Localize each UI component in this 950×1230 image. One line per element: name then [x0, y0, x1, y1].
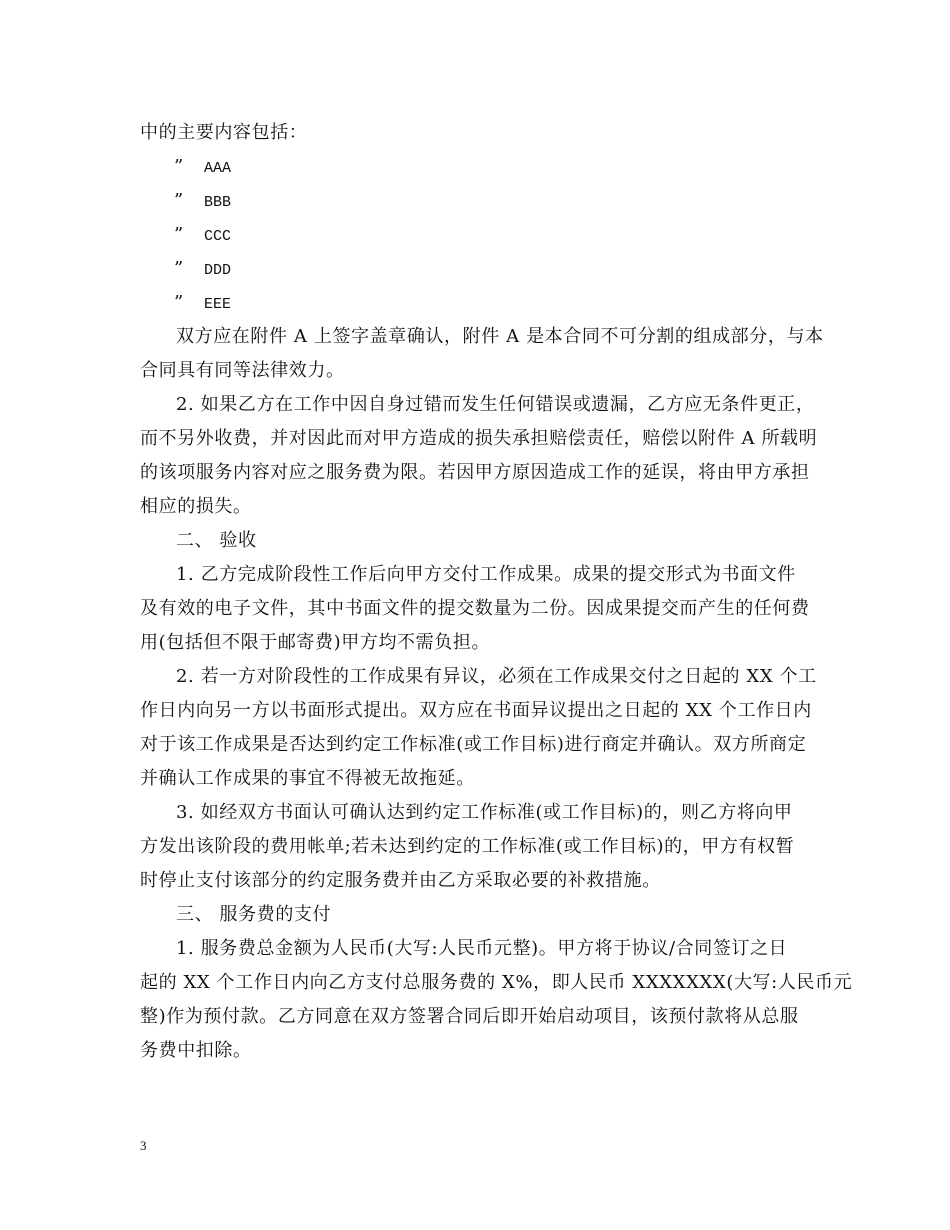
paragraph-line: 务费中扣除。: [140, 1040, 252, 1061]
list-bullet: ”: [174, 258, 184, 279]
list-item: [140, 286, 810, 320]
paragraph-line: 作日内向另一方以书面形式提出。双方应在书面异议提出之日起的 XX 个工作日内: [140, 700, 812, 721]
paragraph-line: 整)作为预付款。乙方同意在双方签署合同后即开始启动项目，该预付款将从总服: [140, 1006, 799, 1027]
paragraph-line: 时停止支付该部分的约定服务费并由乙方采取必要的补救措施。: [140, 870, 661, 891]
paragraph-line: 2. 如果乙方在工作中因自身过错而发生任何错误或遗漏，乙方应无条件更正，: [176, 394, 815, 415]
list-item: [140, 252, 810, 286]
paragraph-line: 3. 如经双方书面认可确认达到约定工作标准(或工作目标)的，则乙方将向甲: [176, 802, 793, 823]
section-heading: 二、 验收: [176, 530, 257, 551]
section-heading: 三、 服务费的支付: [176, 904, 332, 925]
list-item-text: AAA: [204, 160, 232, 177]
paragraph-line: 而不另外收费，并对因此而对甲方造成的损失承担赔偿责任，赔偿以附件 A 所载明: [140, 428, 818, 449]
list-bullet: ”: [174, 292, 184, 313]
paragraph-line: 的该项服务内容对应之服务费为限。若因甲方原因造成工作的延误，将由甲方承担: [140, 462, 810, 483]
document-body: [140, 116, 853, 1068]
list-bullet: ”: [174, 190, 184, 211]
paragraph-line: 并确认工作成果的事宜不得被无故拖延。: [140, 768, 475, 789]
paragraph-line: 及有效的电子文件，其中书面文件的提交数量为二份。因成果提交而产生的任何费: [140, 598, 810, 619]
paragraph-line: 相应的损失。: [140, 496, 252, 517]
list-item-text: EEE: [204, 296, 232, 313]
paragraph-line: 用(包括但不限于邮寄费)甲方均不需负担。: [140, 632, 491, 653]
intro-line: 中的主要内容包括：: [140, 122, 308, 143]
paragraph-line: 1. 乙方完成阶段性工作后向甲方交付工作成果。成果的提交形式为书面文件: [176, 564, 796, 585]
list-item-text: CCC: [204, 228, 232, 245]
paragraph-line: 对于该工作成果是否达到约定工作标准(或工作目标)进行商定并确认。双方所商定: [140, 734, 807, 755]
paragraph-line: 合同具有同等法律效力。: [140, 360, 345, 381]
list-bullet: ”: [174, 156, 184, 177]
page-number: 3: [140, 1138, 147, 1153]
paragraph-line: 2. 若一方对阶段性的工作成果有异议，必须在工作成果交付之日起的 XX 个工: [176, 666, 817, 687]
list-bullet: ”: [174, 224, 184, 245]
paragraph-line: 方发出该阶段的费用帐单;若未达到约定的工作标准(或工作目标)的，甲方有权暂: [140, 836, 795, 857]
paragraph-line: 1. 服务费总金额为人民币(大写:人民币元整)。甲方将于协议/合同签订之日: [176, 938, 788, 959]
list-item: [140, 150, 810, 184]
list-item-text: DDD: [204, 262, 232, 279]
list-item-text: BBB: [204, 194, 232, 211]
list-item: [140, 218, 810, 252]
list-item: [140, 184, 810, 218]
paragraph-line: 双方应在附件 A 上签字盖章确认，附件 A 是本合同不可分割的组成部分，与本: [176, 326, 824, 347]
paragraph-line: 起的 XX 个工作日内向乙方支付总服务费的 X%，即人民币 XXXXXXX(大写:人民币元: [140, 972, 853, 993]
